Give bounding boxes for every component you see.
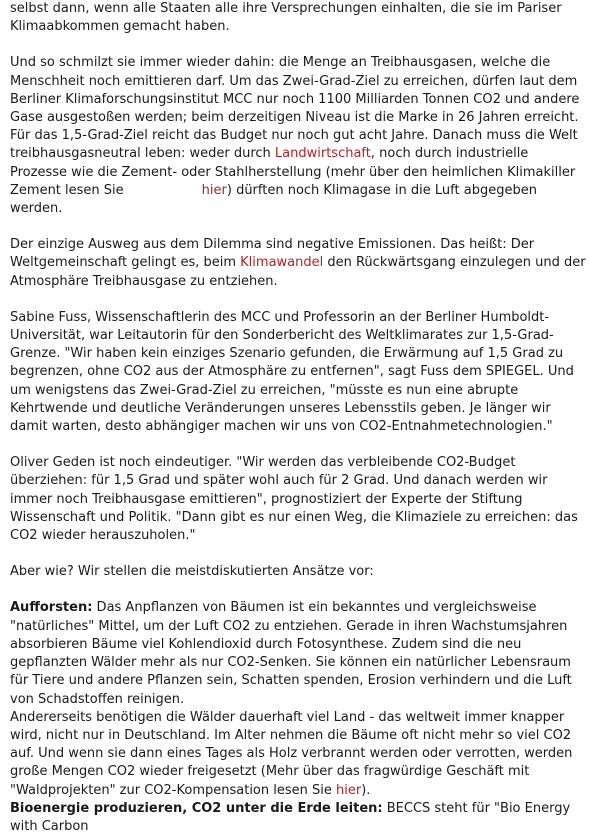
heading-beccs: Bioenergie produzieren, CO2 unter die Erde leiten: — [10, 800, 383, 816]
paragraph-geden: Oliver Geden ist noch eindeutiger. "Wir werden das verbleibende CO2-Budget überziehen: für 1,5 Grad und später wohl auch für 2 Grad. Und danach werden wir immer noch Treibhausgase emittieren", prognostiziert der Experte der Stiftung Wissenschaft und Politik. "Dann gibt es nur einen Weg, die Klimaziele zu erreichen: das CO2 wieder herauszuholen." — [10, 455, 578, 544]
paragraph-question: Aber wie? Wir stellen die meistdiskutierten Ansätze vor: — [10, 564, 374, 580]
text: Andererseits benötigen die Wälder dauerhaft viel Land - das weltweit immer knapper wird, nicht nur in Deutschland. Im Alter nehmen die Bäume oft nicht mehr so viel CO2 auf. Und wenn sie dann eines Tages als Holz verbrannt werden oder verrotten, werden große Mengen CO2 wieder freigesetzt (Mehr über das fragwürdige Geschäft mit "Waldprojekten" zur CO2-Kompensation lesen Sie — [10, 709, 573, 798]
paragraph-budget — [10, 54, 586, 218]
text: ). — [361, 782, 371, 798]
paragraph-aufforsten-cont — [10, 709, 586, 800]
text: ) dürften noch Klimagase in die Luft abgegeben werden. — [10, 182, 537, 217]
paragraph-aufforsten — [10, 599, 586, 708]
heading-aufforsten: Aufforsten: — [10, 600, 93, 616]
text: Und so schmilzt sie immer wieder dahin: die Menge an Treibhausgasen, welche die Menschheit noch emittieren darf. Um das Zwei-Grad-Ziel zu erreichen, dürfen laut dem Berliner Klimaforschungsinstitut MCC nur noch 1100 Milliarden Tonnen CO2 und andere Gase ausgestoßen werden; beim derzeitigen Niveau ist die Marke in 26 Jahren erreicht. Für das 1,5-Grad-Ziel reicht das Budget nur noch gut acht Jahre. Danach muss die Welt treibhausgasneutral leben: weder durch — [10, 55, 580, 162]
paragraph-intro: selbst dann, wenn alle Staaten alle ihre Versprechungen einhalten, die sie im Pariser Klimaabkommen gemacht haben. — [10, 1, 562, 35]
text: Der einzige Ausweg aus dem Dilemma sind negative Emissionen. Das heißt: Der Weltgemeinschaft gelingt es, beim — [10, 237, 535, 271]
text: den Rückwärtsgang einzulegen und der Atmosphäre Treibhausgase zu entziehen. — [10, 255, 586, 289]
link-landwirtschaft[interactable]: Landwirtschaft — [274, 146, 371, 162]
link-klimawandel[interactable]: Klimawandel — [240, 255, 324, 271]
text: Das Anpflanzen von Bäumen ist ein bekanntes und vergleichsweise "natürliches" Mittel, um der Luft CO2 zu entziehen. Gerade in ihren Wachstumsjahren absorbieren Bäume viel Kohlendioxid durch Fotosynthese. Zudem sind die neu gepflanzten Wälder mehr als nur CO2-Senken. Sie können ein natürlicher Lebensraum für Tiere und andere Pflanzen sein, Schatten spenden, Erosion verhindern und die Luft von Schadstoffen reinigen. — [10, 600, 572, 707]
link-zement-hier[interactable]: hier — [201, 182, 227, 198]
text: , noch durch industrielle Prozesse wie die Zement- oder Stahlherstellung (mehr über den heimlichen Klimakiller Zement lesen Sie — [10, 146, 576, 198]
paragraph-beccs — [10, 800, 586, 836]
text: BECCS steht für "Bio Energy with Carbon — [10, 800, 571, 834]
paragraph-negative-emissions — [10, 236, 586, 291]
paragraph-fuss: Sabine Fuss, Wissenschaftlerin des MCC und Professorin an der Berliner Humboldt-Universität, war Leitautorin für den Sonderbericht des Weltklimarates zur 1,5-Grad-Grenze. "Wir haben kein einziges Szenario gefunden, die Erwärmung auf 1,5 Grad zu begrenzen, ohne CO2 aus der Atmosphäre zu entfernen", sagt Fuss dem SPIEGEL. Und um wenigstens das Zwei-Grad-Ziel zu erreichen, "müsste es nun eine abrupte Kehrtwende und deutliche Veränderungen unseres Lebensstils geben. Je länger wir damit warten, desto abhängiger machen wir uns von CO2-Entnahmetechnologien." — [10, 309, 574, 435]
link-waldprojekte-hier[interactable]: hier — [336, 782, 362, 798]
